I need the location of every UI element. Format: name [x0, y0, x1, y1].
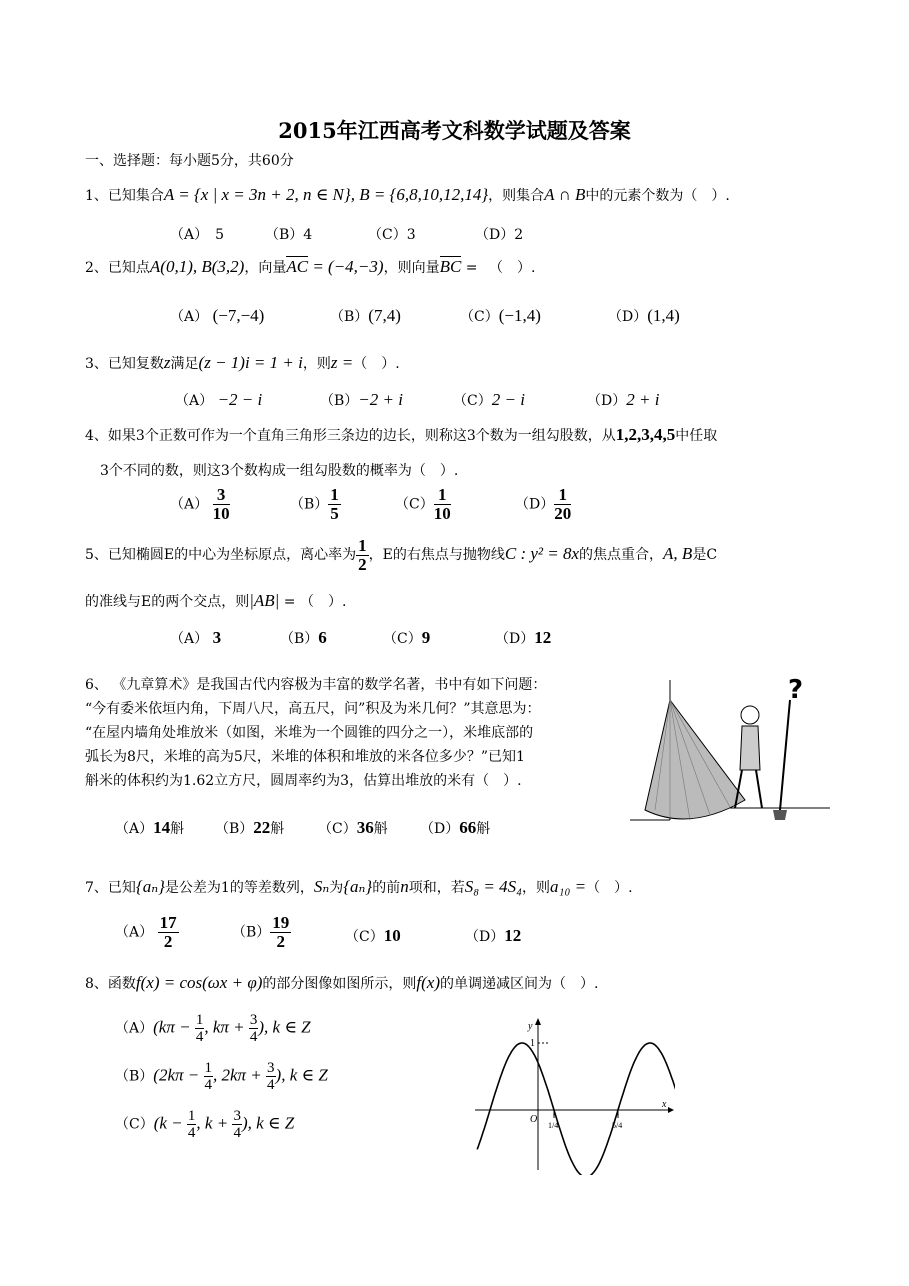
- q6-option-b: [215, 818, 284, 838]
- q8-tail: 的单调递减区间为（ ）.: [440, 976, 599, 992]
- q4-option-a: [170, 486, 230, 523]
- q7-text4: 的前: [372, 880, 401, 896]
- q3-option-d: [587, 390, 659, 410]
- q7-option-c: [345, 926, 401, 946]
- denominator: 10: [212, 504, 230, 523]
- q6-option-d: [420, 818, 490, 838]
- fraction: [266, 1060, 276, 1093]
- q1-option-d: （D）2: [475, 227, 524, 243]
- numerator: 1: [195, 1012, 204, 1028]
- denominator: 4: [249, 1029, 258, 1045]
- fraction: [195, 1012, 205, 1045]
- option-label: （D）: [465, 929, 505, 945]
- fraction: [554, 486, 571, 523]
- question-number: 7、: [85, 880, 108, 896]
- question-number: 3、: [85, 356, 108, 372]
- option-value: 12: [534, 628, 552, 647]
- q6-line: 弧长为8尺，米堆的高为5尺，米堆的体积和堆放的米各位多少？”已知1: [85, 749, 525, 765]
- q4-option-b: [290, 486, 341, 523]
- denominator: 5: [330, 504, 339, 523]
- q2-text2: ，向量: [244, 260, 287, 276]
- q7-tail: （ ）.: [586, 880, 633, 896]
- q3-option-c: [453, 390, 525, 410]
- question-mark-icon: ?: [788, 675, 804, 705]
- q7-text: 已知: [107, 880, 136, 896]
- q5-option-b: [280, 628, 327, 648]
- numerator: 3: [213, 486, 230, 505]
- vector-bc: BC: [439, 257, 462, 276]
- option-value: 9: [421, 628, 431, 647]
- question-5: [85, 534, 717, 575]
- option-label: （A）: [170, 496, 209, 513]
- option-pre: (kπ −: [153, 1017, 195, 1037]
- q7-option-d: [465, 926, 521, 946]
- q3-text2: 满足: [170, 356, 199, 372]
- option-label: （D）: [608, 309, 648, 325]
- q4-numbers: 1,2,3,4,5: [615, 425, 676, 444]
- q6-option-a: [115, 818, 184, 838]
- denominator: 2: [276, 932, 286, 951]
- numerator: 1: [204, 1060, 212, 1076]
- tick-label-five-quarters: 5/4: [612, 1121, 623, 1130]
- option-label: （C）: [345, 929, 384, 945]
- q3-option-a: [175, 390, 262, 410]
- denominator: 4: [233, 1125, 241, 1141]
- option-label: （B）: [115, 1068, 154, 1085]
- question-7: [85, 878, 633, 897]
- denominator: 10: [433, 504, 451, 523]
- q1-text2: ，则集合: [488, 188, 545, 204]
- q3-option-b: [320, 390, 403, 410]
- fraction: [187, 1108, 197, 1141]
- q7-sn: Sₙ: [313, 877, 330, 896]
- q5-points: A, B: [663, 544, 693, 563]
- option-label: （B）: [232, 924, 271, 941]
- option-label: （B）: [330, 309, 369, 325]
- option-label: （D）: [495, 631, 535, 647]
- question-number: 6、: [85, 677, 108, 693]
- question-number: 1、: [85, 188, 108, 204]
- option-value: −2 − i: [217, 390, 263, 409]
- q4-line2: 3个不同的数，则这3个数构成一组勾股数的概率为（ ）.: [100, 463, 459, 479]
- option-label: （A）: [115, 924, 154, 941]
- option-label: （B）: [280, 631, 319, 647]
- q5-option-d: [495, 628, 551, 648]
- option-label: （B）: [290, 496, 329, 513]
- q7-n: n: [400, 877, 409, 896]
- q3-text3: ，则: [302, 356, 331, 372]
- q8-option-c: [115, 1108, 294, 1141]
- q5-parabola: C : y² = 8x: [504, 544, 580, 563]
- numerator: 1: [187, 1108, 196, 1124]
- fraction: [249, 1012, 259, 1045]
- denominator: 2: [358, 554, 367, 574]
- q7-sequence: {aₙ}: [135, 877, 165, 896]
- q3-z: z: [163, 353, 171, 372]
- question-number: 2、: [85, 260, 108, 276]
- q8-fx: f(x): [416, 973, 440, 992]
- q2-text3: ，则向量: [383, 260, 440, 276]
- denominator: 4: [204, 1077, 212, 1093]
- q2-option-a: [170, 306, 264, 326]
- q8-text2: 的部分图像如图所示，则: [262, 976, 417, 992]
- q6-line: 斛米的体积约为1.62立方尺，圆周率约为3，估算出堆放的米有（ ）.: [85, 773, 522, 789]
- fraction: [158, 914, 179, 951]
- q7-sequence2: {aₙ}: [343, 877, 373, 896]
- fraction: [204, 1060, 214, 1093]
- option-label: （A）: [115, 1020, 154, 1037]
- option-label: （C）: [318, 821, 357, 837]
- option-mid: , k +: [196, 1113, 233, 1133]
- option-label: （D）: [587, 393, 627, 409]
- cosine-curve: [477, 1043, 675, 1175]
- q2-option-d: [608, 306, 680, 326]
- option-post: ), k ∈ Z: [275, 1065, 328, 1085]
- option-label: （B）: [215, 821, 254, 837]
- q3-text: 已知复数: [107, 356, 164, 372]
- option-value: 2 − i: [491, 390, 525, 409]
- q8-option-a: [115, 1012, 311, 1045]
- fraction: [328, 486, 341, 523]
- q3-z-eq: z =: [330, 353, 354, 372]
- option-label: （D）: [515, 496, 555, 513]
- option-unit: 斛: [476, 821, 491, 837]
- q4-option-c: [395, 486, 451, 523]
- q1-intersection: A ∩ B: [544, 185, 586, 204]
- q6-line: 《九章算术》是我国古代内容极为丰富的数学名著，书中有如下问题：: [112, 677, 547, 693]
- option-label: （D）: [420, 821, 460, 837]
- question-2: [85, 258, 535, 277]
- q7-text6: ，则: [522, 880, 551, 896]
- denominator: 20: [554, 504, 572, 523]
- y-one-label: 1: [530, 1038, 535, 1049]
- q8-text: 函数: [107, 976, 136, 992]
- option-mid: , 2kπ +: [213, 1065, 267, 1085]
- denominator: 4: [267, 1077, 275, 1093]
- question-6: [85, 676, 546, 694]
- q5-text4: 的准线与E的两个交点，则: [85, 594, 250, 610]
- y-label: y: [528, 1021, 533, 1032]
- q5-text3: 的焦点重合，: [579, 547, 664, 563]
- cosine-graph: [470, 1015, 675, 1175]
- option-label: （A）: [115, 821, 154, 837]
- q7-a10: a₁₀ =: [550, 877, 587, 896]
- option-post: ), k ∈ Z: [258, 1017, 311, 1037]
- option-pre: (k −: [153, 1113, 187, 1133]
- q5-tail2: = （ ）.: [279, 594, 347, 610]
- option-value: 66: [459, 818, 477, 837]
- section-heading: 一、选择题：每小题5分，共60分: [85, 153, 294, 169]
- option-pre: (2kπ −: [153, 1065, 204, 1085]
- numerator: 1: [554, 486, 571, 505]
- q1-tail: 中的元素个数为（ ）.: [585, 188, 730, 204]
- q4-text2: 中任取: [675, 428, 718, 444]
- page-title: 2015年江西高考文科数学试题及答案: [278, 118, 631, 143]
- option-unit: 斛: [373, 821, 388, 837]
- vector-ac: AC: [286, 257, 309, 276]
- numerator: 17: [159, 913, 177, 932]
- option-unit: 斛: [170, 821, 185, 837]
- q1-option-b: （B）4: [265, 227, 313, 243]
- numerator: 19: [272, 913, 290, 932]
- q2-tail: = （ ）.: [461, 260, 536, 276]
- option-value: −2 + i: [358, 390, 403, 409]
- q3-equation: (z − 1)i = 1 + i: [198, 353, 303, 372]
- option-value: (7,4): [368, 306, 401, 325]
- q7-condition: S₈ = 4S₄: [464, 877, 523, 896]
- q1-option-c: （C）3: [368, 227, 416, 243]
- option-label: （A）: [175, 393, 214, 409]
- option-label: （C）: [460, 309, 499, 325]
- q2-text: 已知点: [107, 260, 150, 276]
- q6-line: “在屋内墙角处堆放米（如图，米堆为一个圆锥的四分之一），米堆底部的: [85, 725, 534, 741]
- option-value: 10: [383, 926, 401, 945]
- fraction: [213, 486, 230, 523]
- q7-text5: 项和，若: [408, 880, 465, 896]
- q2-points: A(0,1), B(3,2): [149, 257, 245, 276]
- q7-option-b: [232, 914, 291, 951]
- q5-text2: ，E的右焦点与抛物线: [368, 547, 505, 563]
- numerator: 1: [434, 486, 451, 505]
- question-number: 8、: [85, 976, 108, 992]
- option-label: （C）: [383, 631, 422, 647]
- option-value: 12: [504, 926, 522, 945]
- option-label: （C）: [453, 393, 492, 409]
- x-label: x: [662, 1099, 667, 1110]
- q6-line: “今有委米依垣内角，下周八尺，高五尺，问”积及为米几何？”其意思为：: [85, 701, 541, 717]
- question-8: [85, 974, 598, 993]
- q5-option-a: [170, 628, 221, 648]
- fraction: [270, 914, 291, 951]
- option-label: （A）: [170, 631, 209, 647]
- numerator: 3: [233, 1108, 241, 1124]
- q3-tail: （ ）.: [353, 356, 400, 372]
- option-value: 22: [253, 818, 271, 837]
- question-3: [85, 354, 400, 373]
- q2-vector-value: = (−4,−3): [308, 257, 384, 276]
- fraction: [434, 486, 451, 523]
- numerator: 3: [267, 1060, 275, 1076]
- option-value: 14: [153, 818, 171, 837]
- q8-option-b: [115, 1060, 328, 1093]
- numerator: 3: [249, 1012, 258, 1028]
- option-label: （C）: [395, 496, 434, 513]
- q5-option-c: [383, 628, 430, 648]
- option-value: 36: [356, 818, 374, 837]
- q6-option-c: [318, 818, 388, 838]
- numerator: 1: [330, 485, 339, 504]
- option-mid: , kπ +: [204, 1017, 249, 1037]
- denominator: 2: [163, 932, 173, 951]
- origin-label: O: [530, 1114, 538, 1125]
- q5-abs-ab: |AB|: [249, 591, 280, 610]
- tick-label-quarter: 1/4: [548, 1121, 559, 1130]
- q4-text: 如果3个正数可作为一个直角三角形三条边的边长，则称这3个数为一组勾股数，从: [107, 428, 616, 444]
- q2-option-b: [330, 306, 401, 326]
- option-value: 2 + i: [626, 390, 660, 409]
- option-value: (1,4): [647, 306, 680, 325]
- q1-sets: A = {x | x = 3n + 2, n ∈ N}, B = {6,8,10,12,14}: [163, 185, 489, 204]
- q7-option-a: [115, 914, 179, 951]
- denominator: 4: [195, 1029, 204, 1045]
- denominator: 4: [187, 1125, 196, 1141]
- question-1: [85, 186, 730, 205]
- q8-function: f(x) = cos(ωx + φ): [135, 973, 263, 992]
- q4-option-d: [515, 486, 571, 523]
- eccentricity-fraction: [356, 537, 369, 574]
- rice-pile-illustration: [630, 660, 830, 830]
- question-number: 5、: [85, 547, 108, 563]
- option-label: （B）: [320, 393, 359, 409]
- q5-line2: [85, 592, 346, 611]
- option-label: （C）: [115, 1116, 154, 1133]
- q5-tail: 是C: [692, 547, 718, 563]
- option-value: 6: [318, 628, 327, 647]
- numerator: 1: [358, 535, 367, 555]
- q1-text: 已知集合: [107, 188, 164, 204]
- question-number: 4、: [85, 428, 108, 444]
- q2-option-c: [460, 306, 541, 326]
- fraction: [232, 1108, 242, 1141]
- option-label: （A）: [170, 309, 209, 325]
- q1-option-a: （A） 5: [170, 227, 225, 243]
- option-unit: 斛: [270, 821, 285, 837]
- option-value: (−1,4): [498, 306, 541, 325]
- question-4: [85, 426, 717, 445]
- q7-text3: 为: [329, 880, 344, 896]
- q5-text: 已知椭圆E的中心为坐标原点，离心率为: [107, 547, 357, 563]
- q7-text2: 是公差为1的等差数列，: [164, 880, 314, 896]
- option-value: 3: [212, 628, 222, 647]
- option-post: ), k ∈ Z: [241, 1113, 295, 1133]
- option-value: (−7,−4): [212, 306, 265, 325]
